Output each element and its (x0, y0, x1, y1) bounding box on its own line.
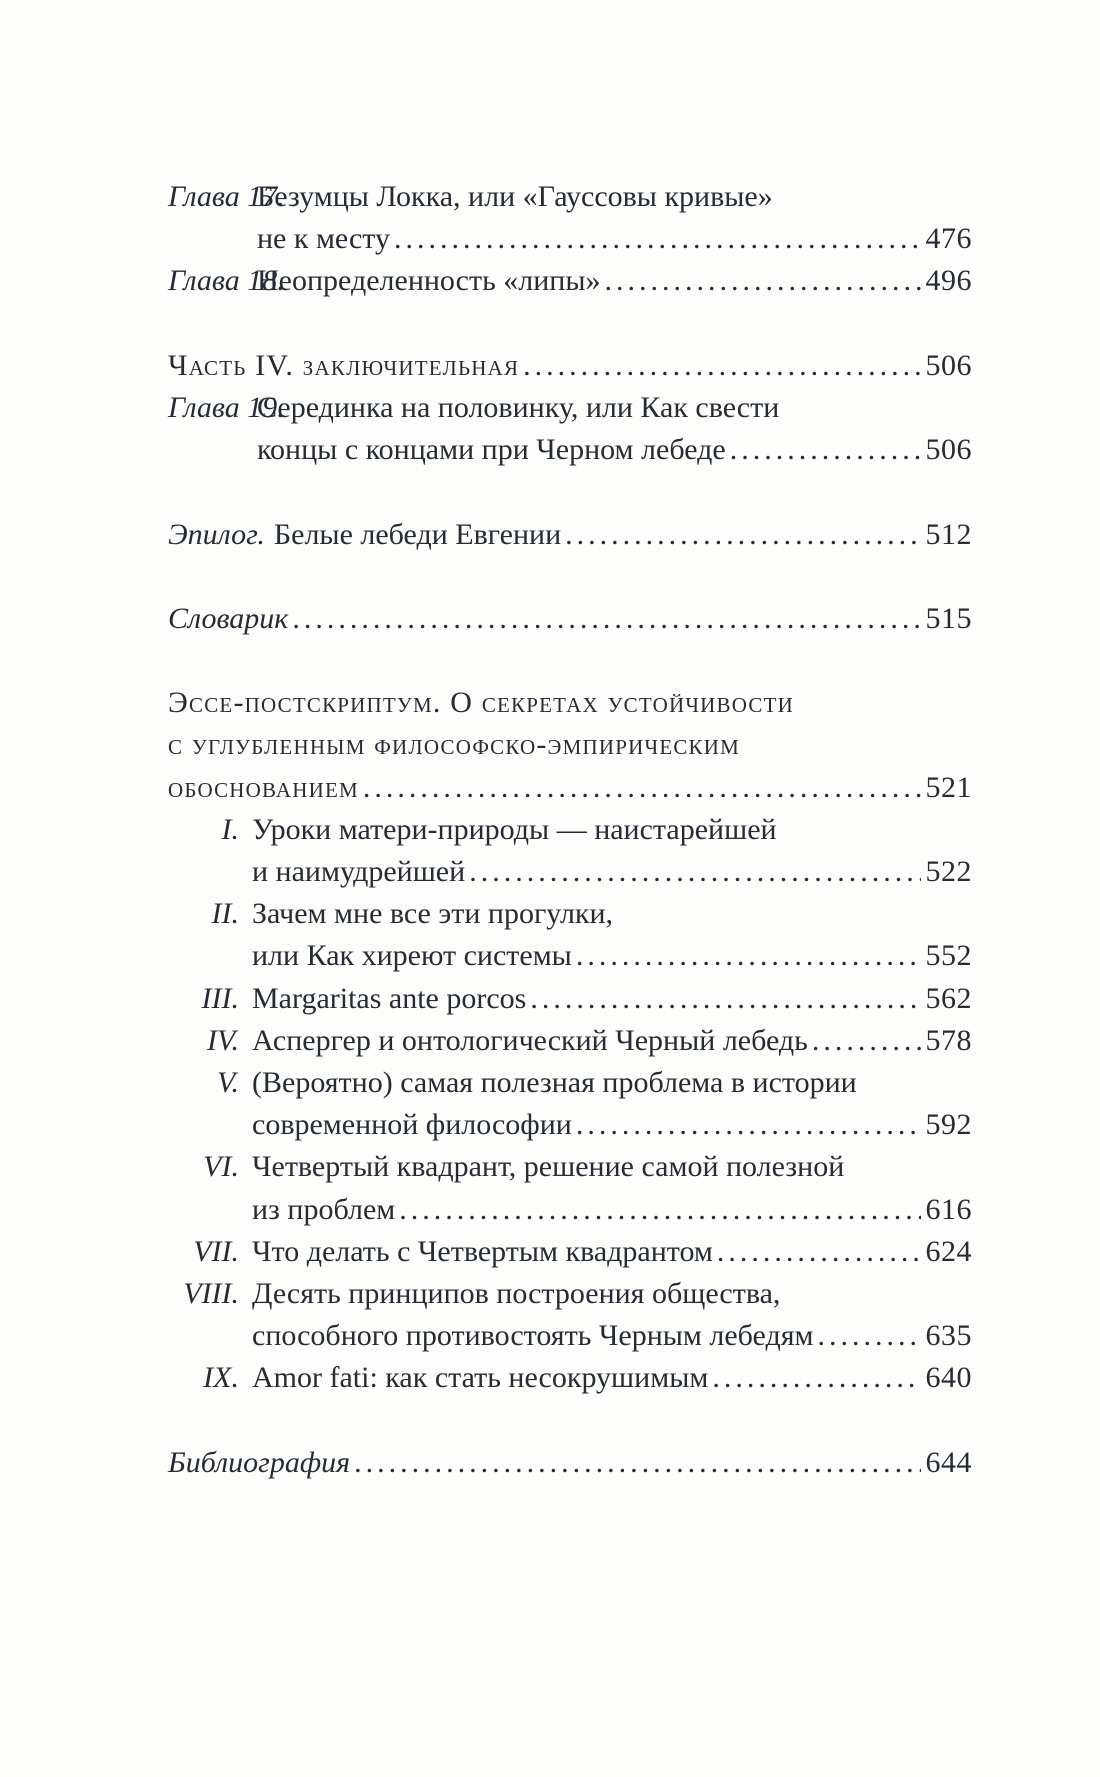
toc-entry (168, 935, 972, 977)
toc-entry-label: II. (211, 897, 239, 931)
toc-gap (168, 640, 972, 682)
dot-leader (708, 1357, 920, 1399)
dot-leader (814, 1315, 921, 1357)
toc-entry (168, 1315, 972, 1357)
toc-entry (168, 851, 972, 893)
toc-entry (168, 1189, 972, 1231)
toc-entry-label: I. (221, 812, 239, 846)
toc-entry-text: Белые лебеди Евгении (273, 517, 562, 551)
dot-leader (713, 1231, 921, 1273)
toc-entry-label: III. (201, 981, 239, 1015)
toc-entry (168, 724, 972, 766)
page-number: 624 (925, 1234, 972, 1268)
dot-leader (519, 345, 920, 387)
toc-entry (168, 1231, 972, 1273)
toc-entry (168, 1442, 972, 1484)
toc-entry-text: Часть IV. заключительная (168, 348, 520, 382)
page-number: 506 (925, 433, 972, 467)
toc-entry-text: обоснованием (168, 770, 359, 804)
toc-entry-label: Глава 19. (168, 390, 285, 424)
toc-entry (168, 1357, 972, 1399)
toc-entry-text: Margaritas ante porcos (252, 981, 527, 1015)
toc-entry (168, 767, 972, 809)
page-number: 616 (925, 1192, 972, 1226)
dot-leader (288, 598, 920, 640)
toc-entry (168, 598, 972, 640)
dot-leader (465, 851, 920, 893)
page-number: 512 (925, 517, 972, 551)
dot-leader (808, 1020, 921, 1062)
toc-entry (168, 387, 972, 429)
page-number: 552 (925, 939, 972, 973)
toc-entry-text: Десять принципов построения общества, (252, 1276, 781, 1310)
page-number: 578 (925, 1023, 972, 1057)
page-number: 522 (925, 855, 972, 888)
toc-entry-text: или Как хиреют системы (252, 939, 572, 973)
page-number: 506 (925, 348, 972, 382)
toc-entry-text: Эссе-постскриптум. О секретах устойчивости (168, 686, 794, 720)
dot-leader (726, 429, 921, 471)
dot-leader (561, 514, 920, 556)
toc-entry-text: не к месту (257, 222, 391, 256)
toc-entry-label: Эпилог. (168, 517, 265, 551)
toc-entry-label: Глава 18. (168, 264, 285, 298)
toc-entry (168, 893, 972, 935)
toc-entry-text: Уроки матери-природы — наистарейшей (252, 812, 777, 846)
toc-entry-label: Библиография (168, 1445, 351, 1479)
page-number: 521 (925, 770, 972, 804)
toc-entry (168, 682, 972, 724)
toc-entry (168, 978, 972, 1020)
toc-entry-label: VI. (203, 1150, 239, 1184)
toc-entry-text: Что делать с Четвертым квадрантом (252, 1234, 713, 1268)
toc-entry-text: Серединка на половинку, или Как свести (257, 390, 780, 424)
toc-entry-label: VIII. (183, 1276, 239, 1310)
page-number: 496 (925, 264, 972, 298)
toc-entry-label: V. (217, 1065, 239, 1099)
dot-leader (395, 1189, 920, 1231)
dot-leader (359, 767, 921, 809)
toc-entry (168, 1146, 972, 1188)
toc-gap (168, 556, 972, 598)
toc-gap (168, 471, 972, 513)
toc-entry-text: Аспергер и онтологический Черный лебедь (252, 1023, 808, 1057)
toc-entry-text: современной философии (252, 1108, 572, 1142)
page-number: 640 (925, 1361, 972, 1395)
table-of-contents (168, 176, 972, 1484)
dot-leader (526, 978, 920, 1020)
toc-entry-text: с углубленным философско-эмпирическим (168, 728, 740, 762)
toc-entry (168, 176, 972, 218)
page-number: 476 (925, 222, 972, 256)
toc-entry-text: Amor fati: как стать несокрушимым (252, 1361, 709, 1395)
toc-entry-text: Четвертый квадрант, решение самой полезной (252, 1150, 845, 1184)
dot-leader (572, 1104, 921, 1146)
toc-entry-text: Безумцы Локка, или «Гауссовы кривые» (257, 180, 773, 213)
toc-entry (168, 809, 972, 851)
toc-entry (168, 514, 972, 556)
toc-entry (168, 429, 972, 471)
toc-entry-text: Зачем мне все эти прогулки, (252, 897, 614, 931)
toc-gap (168, 303, 972, 345)
page-number: 592 (925, 1108, 972, 1142)
toc-entry (168, 218, 972, 260)
dot-leader (350, 1442, 920, 1484)
toc-entry (168, 1062, 972, 1104)
dot-leader (601, 260, 921, 302)
toc-entry (168, 260, 972, 302)
toc-entry-text: (Вероятно) самая полезная проблема в истории (252, 1065, 857, 1099)
toc-entry-text: способного противостоять Черным лебедям (252, 1319, 814, 1353)
toc-entry-text: концы с концами при Черном лебеде (257, 433, 726, 467)
toc-entry-label: VII. (193, 1234, 239, 1268)
page-number: 515 (925, 601, 972, 635)
toc-entry-text: Неопределенность «липы» (257, 264, 601, 298)
toc-entry (168, 1104, 972, 1146)
dot-leader (572, 935, 921, 977)
toc-gap (168, 1399, 972, 1441)
toc-entry (168, 1020, 972, 1062)
page-number: 635 (925, 1319, 972, 1353)
page-number: 562 (925, 981, 972, 1015)
toc-entry-label: Глава 17. (168, 180, 285, 213)
toc-entry-label: IX. (203, 1361, 239, 1395)
toc-entry (168, 345, 972, 387)
toc-entry-text: и наимудрейшей (252, 855, 466, 888)
toc-entry (168, 1273, 972, 1315)
toc-entry-label: Словарик (168, 601, 289, 635)
toc-entry-text: из проблем (252, 1192, 396, 1226)
toc-entry-label: IV. (207, 1023, 239, 1057)
page-number: 644 (925, 1445, 972, 1479)
dot-leader (390, 218, 920, 260)
